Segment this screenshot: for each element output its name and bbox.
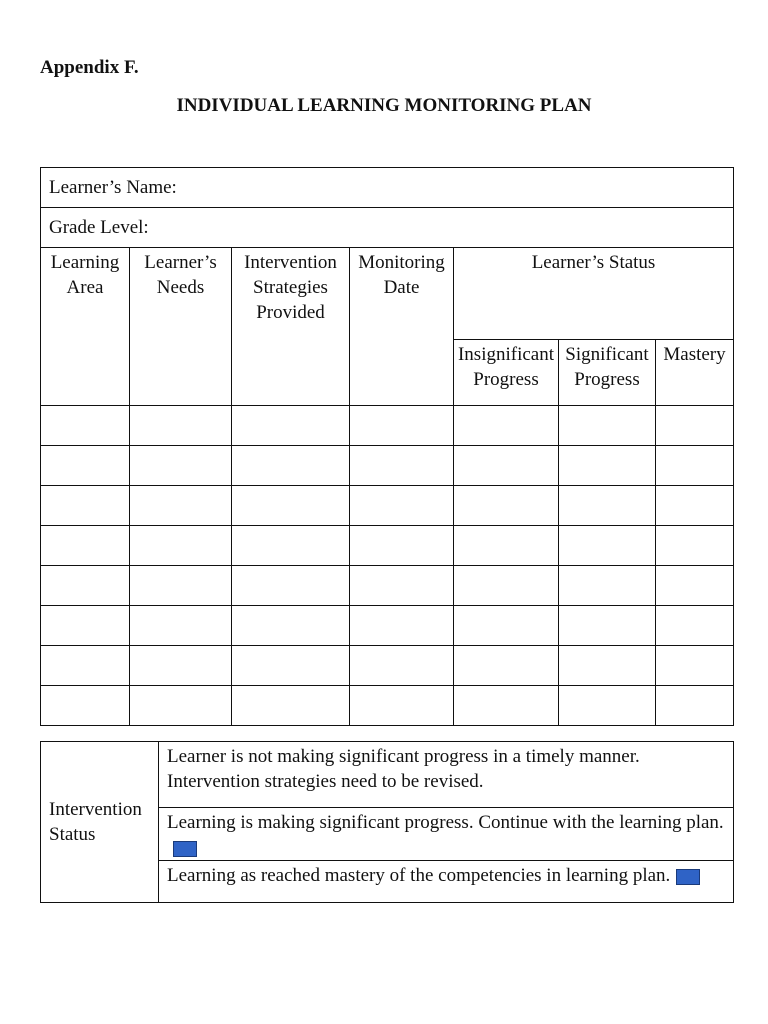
table-cell[interactable] (656, 486, 734, 526)
header-significant-progress: Significant Progress (559, 340, 656, 406)
header-learning-area: Learning Area (41, 248, 130, 406)
table-cell[interactable] (130, 486, 232, 526)
table-cell[interactable] (130, 646, 232, 686)
table-row (41, 446, 734, 486)
table-cell[interactable] (130, 526, 232, 566)
blue-flag-icon (173, 841, 197, 857)
table-row (41, 486, 734, 526)
table-cell[interactable] (656, 646, 734, 686)
table-cell[interactable] (41, 406, 130, 446)
table-cell[interactable] (656, 526, 734, 566)
table-cell[interactable] (41, 486, 130, 526)
table-cell[interactable] (350, 486, 454, 526)
table-row (41, 686, 734, 726)
table-cell[interactable] (454, 686, 559, 726)
table-cell[interactable] (559, 486, 656, 526)
table-cell[interactable] (656, 686, 734, 726)
table-cell[interactable] (454, 646, 559, 686)
table-cell[interactable] (656, 606, 734, 646)
header-monitoring-date: Monitoring Date (350, 248, 454, 406)
table-cell[interactable] (454, 446, 559, 486)
table-cell[interactable] (454, 406, 559, 446)
header-mastery: Mastery (656, 340, 734, 406)
table-cell[interactable] (232, 406, 350, 446)
appendix-label: Appendix F. (40, 57, 139, 78)
table-cell[interactable] (232, 486, 350, 526)
header-learners-status: Learner’s Status (454, 248, 734, 340)
monitoring-table (40, 167, 734, 726)
intervention-row-3-text: Learning as reached mastery of the competencies in learning plan. (167, 865, 671, 886)
table-cell[interactable] (350, 646, 454, 686)
table-cell[interactable] (232, 646, 350, 686)
table-row (41, 606, 734, 646)
intervention-status-label: Intervention Status (41, 742, 159, 903)
table-cell[interactable] (130, 686, 232, 726)
table-cell[interactable] (559, 446, 656, 486)
learner-name-field: Learner’s Name: (41, 168, 734, 208)
table-cell[interactable] (350, 566, 454, 606)
table-row (41, 406, 734, 446)
table-cell[interactable] (232, 526, 350, 566)
table-cell[interactable] (454, 566, 559, 606)
table-cell[interactable] (130, 566, 232, 606)
table-cell[interactable] (350, 526, 454, 566)
table-cell[interactable] (559, 606, 656, 646)
table-cell[interactable] (232, 686, 350, 726)
table-cell[interactable] (559, 406, 656, 446)
header-insignificant-progress: Insignificant Progress (454, 340, 559, 406)
table-cell[interactable] (41, 526, 130, 566)
header-intervention-strategies: Intervention Strategies Provided (232, 248, 350, 406)
table-cell[interactable] (454, 486, 559, 526)
table-cell[interactable] (350, 606, 454, 646)
table-cell[interactable] (656, 566, 734, 606)
table-row (41, 646, 734, 686)
table-cell[interactable] (130, 406, 232, 446)
table-row (41, 526, 734, 566)
intervention-row-3 (159, 861, 734, 903)
table-cell[interactable] (454, 606, 559, 646)
table-body (41, 406, 734, 726)
table-cell[interactable] (559, 686, 656, 726)
intervention-status-table (40, 741, 734, 903)
table-cell[interactable] (41, 606, 130, 646)
table-cell[interactable] (656, 406, 734, 446)
table-cell[interactable] (232, 446, 350, 486)
intervention-row-1-text: Learner is not making significant progress in a timely manner. Intervention strategies need to be revised. (167, 746, 640, 792)
table-cell[interactable] (350, 686, 454, 726)
table-cell[interactable] (350, 446, 454, 486)
intervention-row-2-text: Learning is making significant progress. Continue with the learning plan. (167, 812, 724, 833)
grade-level-field: Grade Level: (41, 208, 734, 248)
table-cell[interactable] (41, 646, 130, 686)
table-cell[interactable] (559, 526, 656, 566)
page-title: INDIVIDUAL LEARNING MONITORING PLAN (176, 95, 592, 116)
table-cell[interactable] (559, 646, 656, 686)
table-cell[interactable] (454, 526, 559, 566)
table-cell[interactable] (656, 446, 734, 486)
table-cell[interactable] (232, 566, 350, 606)
table-cell[interactable] (232, 606, 350, 646)
table-cell[interactable] (130, 606, 232, 646)
intervention-row-1 (159, 742, 734, 808)
table-cell[interactable] (130, 446, 232, 486)
header-learners-needs: Learner’s Needs (130, 248, 232, 406)
table-cell[interactable] (350, 406, 454, 446)
blue-flag-icon (676, 869, 700, 885)
table-cell[interactable] (559, 566, 656, 606)
table-cell[interactable] (41, 566, 130, 606)
intervention-row-2 (159, 808, 734, 861)
table-row (41, 566, 734, 606)
table-cell[interactable] (41, 446, 130, 486)
table-cell[interactable] (41, 686, 130, 726)
